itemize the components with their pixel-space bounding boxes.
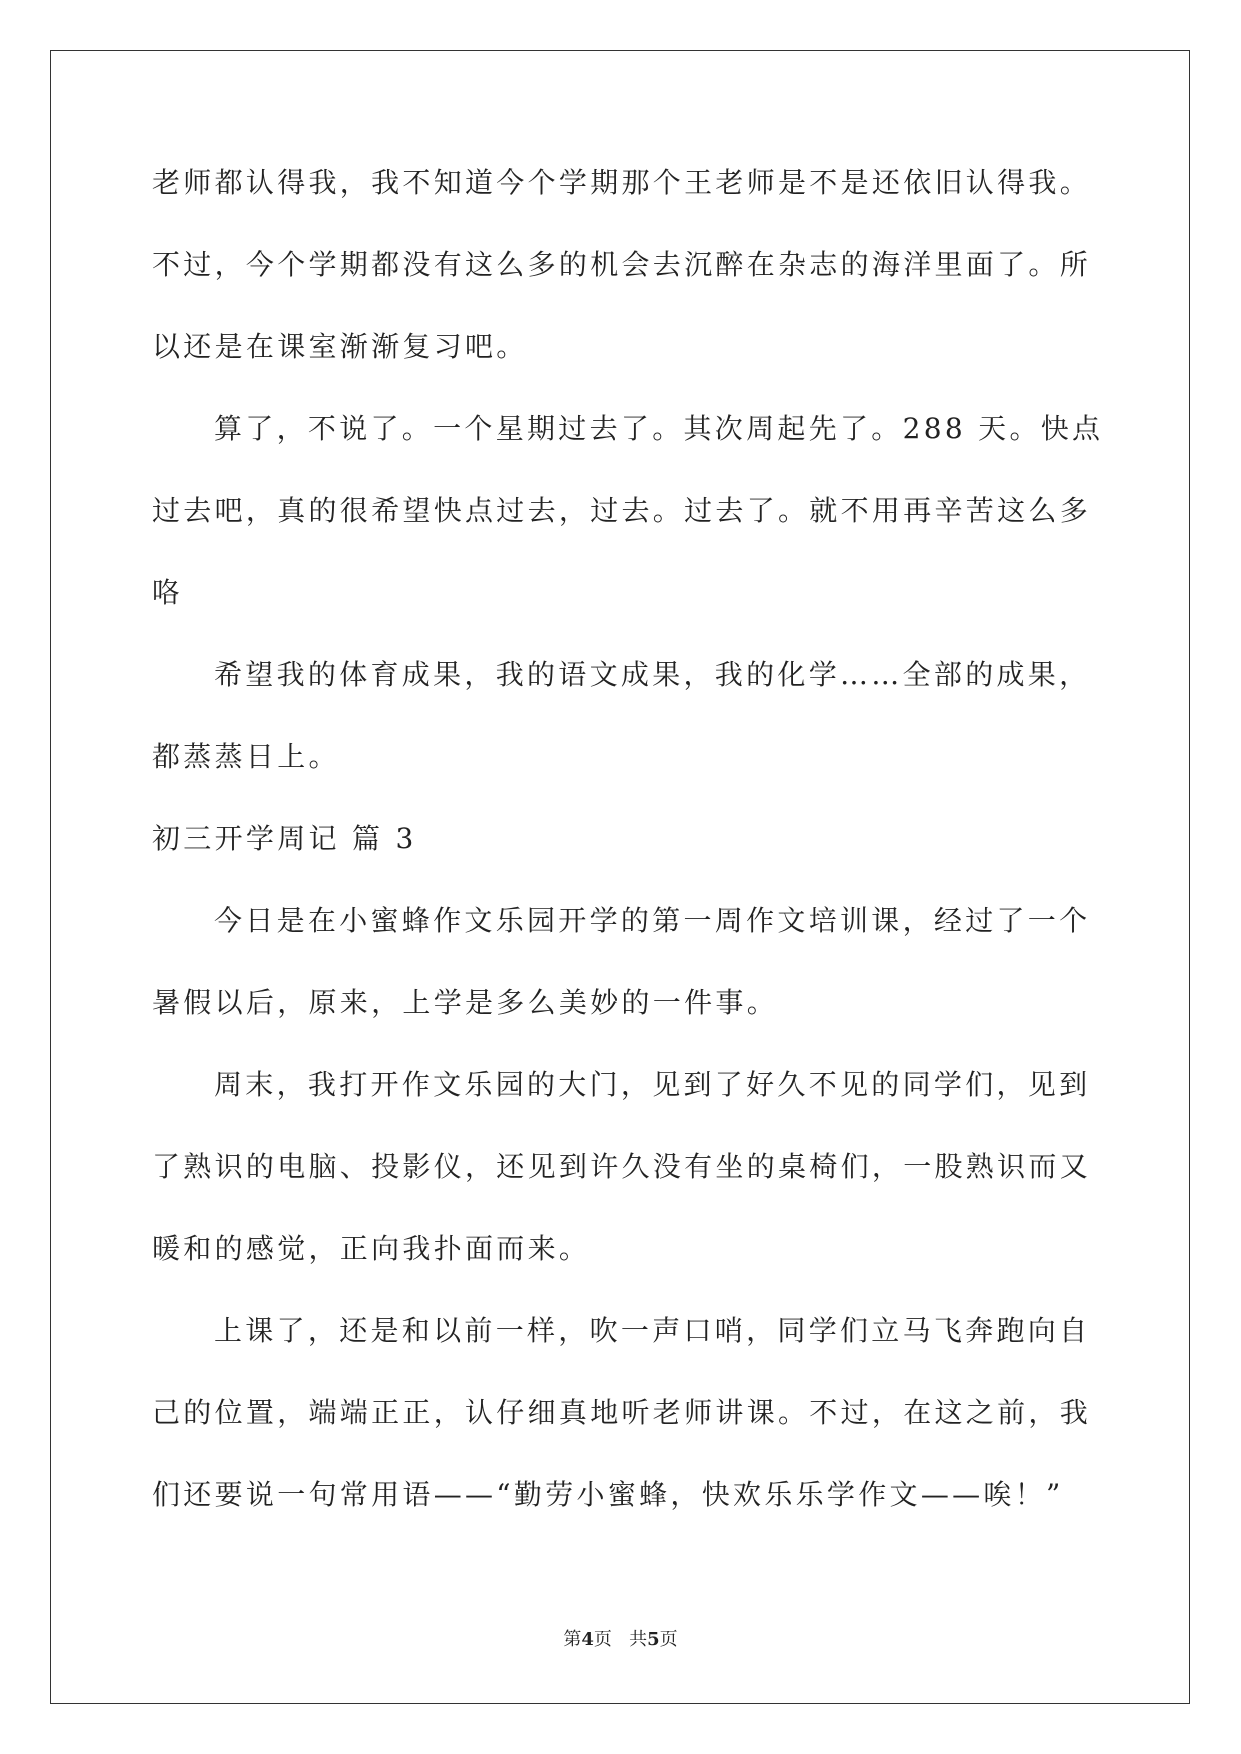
text-line: 了熟识的电脑、投影仪，还见到许久没有坐的桌椅们，一股熟识而又 [152,1150,1092,1183]
text-line: 暑假以后，原来，上学是多么美妙的一件事。 [152,986,779,1019]
text-line: 今日是在小蜜蜂作文乐园开学的第一周作文培训课，经过了一个 [214,904,1091,937]
footer-suffix: 页 [659,1629,678,1650]
footer-middle: 页 共 [593,1629,648,1650]
document-body [152,162,1104,1556]
text-line: 老师都认得我，我不知道今个学期那个王老师是不是还依旧认得我。 [152,166,1092,199]
text-line: 己的位置，端端正正，认仔细真地听老师讲课。不过，在这之前，我 [152,1396,1092,1429]
text-line: 暖和的感觉，正向我扑面而来。 [152,1232,591,1265]
text-line: 过去吧，真的很希望快点过去，过去。过去了。就不用再辛苦这么多 [152,494,1092,527]
text-line: 上课了，还是和以前一样，吹一声口哨，同学们立马飞奔跑向自 [214,1314,1091,1347]
text-line: 不过，今个学期都没有这么多的机会去沉醉在杂志的海洋里面了。所 [152,248,1092,281]
text-line: 们还要说一句常用语——“勤劳小蜜蜂，快欢乐乐学作文——唉！” [152,1478,1064,1511]
page-number-footer [0,1625,1241,1651]
text-line: 都蒸蒸日上。 [152,740,340,773]
text-line: 算了，不说了。一个星期过去了。其次周起先了。288 天。快点 [214,412,1104,445]
text-line: 咯 [152,576,184,609]
text-line: 希望我的体育成果，我的语文成果，我的化学……全部的成果， [214,658,1091,691]
section-heading: 初三开学周记 篇 3 [152,822,417,855]
total-page-count: 5 [647,1629,660,1650]
text-line: 周末，我打开作文乐园的大门，见到了好久不见的同学们，见到 [214,1068,1091,1101]
footer-prefix: 第 [563,1629,582,1650]
current-page-number: 4 [581,1629,594,1650]
text-line: 以还是在课室渐渐复习吧。 [152,330,528,363]
